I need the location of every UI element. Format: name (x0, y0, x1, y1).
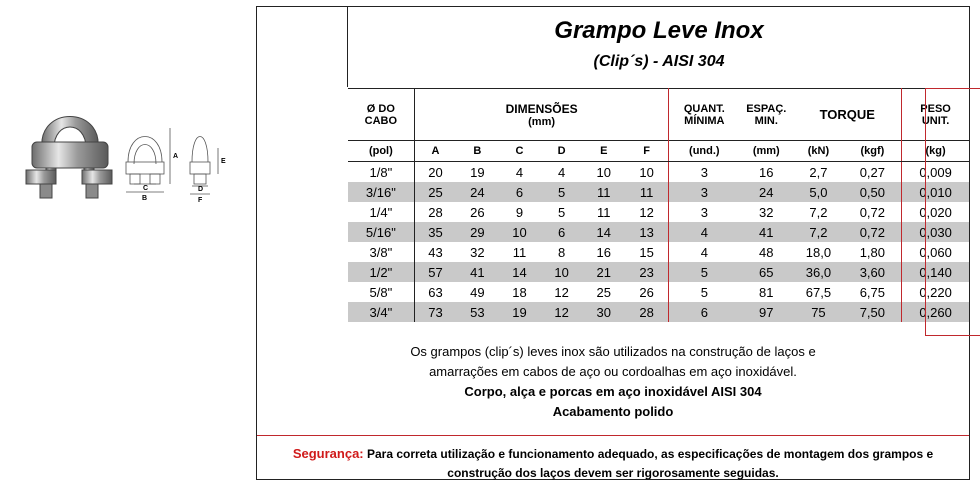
label-a: A (173, 153, 179, 160)
col-torque: TORQUE (819, 107, 875, 122)
table-cell: 53 (456, 302, 498, 322)
table-row (348, 222, 969, 242)
table-cell: 1,80 (859, 244, 885, 260)
wire-rope-clip-photo (20, 86, 120, 206)
table-cell: 5 (669, 262, 739, 282)
unit-cell: (kN) (793, 141, 843, 162)
table-cell: 57 (414, 262, 456, 282)
table-cell: 32 (759, 204, 774, 220)
material-line: Corpo, alça e porcas em aço inoxidável AISI 304 (464, 384, 762, 399)
safety-label: Segurança: (292, 446, 364, 461)
table-cell: 7,50 (844, 302, 902, 322)
table-cell: 0,72 (859, 204, 885, 220)
table-cell: 11 (512, 244, 527, 260)
unit-cell: (pol) (348, 141, 414, 162)
table-cell: 30 (583, 302, 625, 322)
table-cell: 9 (515, 204, 524, 220)
unit-cell: F (625, 141, 669, 162)
table-cell: 0,27 (859, 164, 885, 180)
col-quant: QUANT. MÍNIMA (669, 89, 739, 141)
table-cell: 14 (583, 222, 625, 242)
description-line: Os grampos (clip´s) leves inox são utilizados na construção de laços e (410, 344, 816, 359)
table-cell: 7,2 (809, 204, 828, 220)
table-cell: 8 (558, 244, 566, 260)
spec-sheet-frame (256, 6, 970, 480)
table-cell: 0,030 (902, 222, 969, 242)
table-cell: 21 (583, 262, 625, 282)
table-cell: 28 (625, 302, 669, 322)
table-cell: 35 (414, 222, 456, 242)
table-cell: 0,220 (902, 282, 969, 302)
table-cell: 11 (625, 182, 669, 202)
table-cell: 3/4" (348, 302, 414, 322)
table-row (348, 202, 969, 222)
table-cell: 1/4" (369, 204, 393, 220)
dimensoes-unit: (mm) (528, 115, 556, 128)
table-cell: 16 (596, 244, 611, 260)
table-cell: 20 (414, 162, 456, 183)
table-cell: 24 (456, 182, 498, 202)
table-cell: 0,260 (902, 302, 969, 322)
table-cell: 12 (541, 302, 583, 322)
unit-cell: (kgf) (844, 141, 902, 162)
table-cell: 4 (515, 164, 524, 180)
table-cell: 19 (498, 302, 540, 322)
col-diam: Ø DO CABO (364, 102, 398, 127)
table-cell: 12 (639, 204, 654, 220)
table-row (348, 242, 969, 262)
table-row (348, 282, 969, 302)
label-e: E (221, 158, 226, 165)
table-cell: 6 (541, 222, 583, 242)
label-c: C (143, 185, 149, 192)
table-cell: 41 (456, 262, 498, 282)
table-cell: 14 (498, 262, 540, 282)
table-cell: 63 (414, 282, 456, 302)
product-title: Grampo Leve Inox (554, 17, 764, 44)
product-subtitle: (Clip´s) - AISI 304 (593, 53, 725, 70)
table-cell: 0,140 (902, 262, 969, 282)
safety-text: Para correta utilização e funcionamento adequado, as especificações de montagem dos grampos e (366, 447, 934, 461)
finish-line: Acabamento polido (552, 404, 674, 419)
table-cell: 0,060 (902, 242, 969, 262)
table-cell: 29 (456, 222, 498, 242)
table-cell: 36,0 (793, 262, 843, 282)
safety-notice (257, 435, 969, 483)
table-cell: 0,72 (844, 222, 902, 242)
description-line: amarrações em cabos de aço ou cordoalhas em aço inoxidável. (429, 364, 797, 379)
table-cell: 0,50 (844, 182, 902, 202)
col-dimensoes (414, 89, 669, 141)
table-cell: 18 (512, 284, 527, 300)
unit-cell: E (583, 141, 625, 162)
table-cell: 5 (541, 182, 583, 202)
unit-cell: A (414, 141, 456, 162)
table-cell: 0,010 (902, 182, 969, 202)
header-row (348, 89, 969, 141)
table-cell: 4 (669, 242, 739, 262)
table-cell: 3/8" (369, 244, 393, 260)
col-espac: ESPAÇ. MIN. (746, 102, 787, 127)
table-cell: 5/16" (348, 222, 414, 242)
table-cell: 5/8" (369, 284, 393, 300)
unit-cell: (mm) (739, 141, 793, 162)
table-cell: 18,0 (805, 244, 832, 260)
table-cell: 67,5 (805, 284, 832, 300)
table-cell: 10 (596, 164, 611, 180)
table-cell: 15 (639, 244, 654, 260)
table-cell: 10 (639, 164, 654, 180)
table-cell: 0,020 (902, 202, 969, 222)
table-cell: 12 (554, 284, 569, 300)
table-cell: 26 (639, 284, 654, 300)
spec-table (348, 88, 969, 322)
table-cell: 73 (414, 302, 456, 322)
table-cell: 25 (414, 182, 456, 202)
label-b: B (142, 195, 148, 202)
table-cell: 5,0 (793, 182, 843, 202)
dimension-schematic (122, 118, 234, 204)
table-cell: 5 (558, 204, 566, 220)
table-cell: 7,2 (793, 222, 843, 242)
table-cell: 3 (669, 182, 739, 202)
table-cell: 11 (597, 204, 611, 220)
table-cell: 13 (625, 222, 669, 242)
label-d: D (198, 186, 204, 193)
table-cell: 3,60 (844, 262, 902, 282)
table-cell: 25 (596, 284, 611, 300)
table-cell: 5 (669, 282, 739, 302)
table-cell: 49 (470, 284, 485, 300)
table-cell: 65 (739, 262, 793, 282)
table-body (348, 162, 969, 323)
title-area (347, 7, 970, 87)
table-cell: 10 (541, 262, 583, 282)
unit-cell: (und.) (669, 141, 739, 162)
table-row (348, 162, 969, 183)
table-cell: 48 (759, 244, 774, 260)
table-cell: 32 (470, 244, 485, 260)
units-row (348, 141, 969, 162)
table-cell: 43 (414, 242, 456, 262)
safety-text: construção dos laços devem ser rigorosamente seguidas. (447, 466, 779, 480)
description (257, 342, 969, 422)
table-cell: 24 (739, 182, 793, 202)
table-cell: 11 (583, 182, 625, 202)
table-cell: 97 (739, 302, 793, 322)
table-cell: 26 (470, 204, 485, 220)
table-cell: 23 (625, 262, 669, 282)
unit-cell: B (456, 141, 498, 162)
table-cell: 1/2" (348, 262, 414, 282)
table-cell: 81 (759, 284, 774, 300)
table-cell: 3 (669, 162, 739, 183)
table-cell: 3 (669, 202, 739, 222)
table-cell: 0,009 (902, 162, 969, 183)
table-cell: 10 (498, 222, 540, 242)
table-row (348, 182, 969, 202)
table-cell: 75 (793, 302, 843, 322)
table-cell: 19 (470, 164, 485, 180)
table-cell: 4 (558, 164, 566, 180)
table-cell: 6 (669, 302, 739, 322)
label-f: F (198, 197, 203, 204)
table-cell: 6 (498, 182, 540, 202)
table-row (348, 262, 969, 282)
unit-cell: D (541, 141, 583, 162)
table-cell: 28 (414, 202, 456, 222)
unit-cell: (kg) (902, 141, 969, 162)
unit-cell: C (498, 141, 540, 162)
table-cell: 41 (739, 222, 793, 242)
table-cell: 6,75 (859, 284, 885, 300)
table-cell: 4 (669, 222, 739, 242)
table-cell: 16 (759, 164, 774, 180)
table-row (348, 302, 969, 322)
table-cell: 3/16" (348, 182, 414, 202)
table-cell: 2,7 (809, 164, 828, 180)
table-cell: 1/8" (369, 164, 393, 180)
col-peso: PESO UNIT. (902, 89, 969, 141)
dimensoes-label: DIMENSÕES (505, 101, 578, 116)
